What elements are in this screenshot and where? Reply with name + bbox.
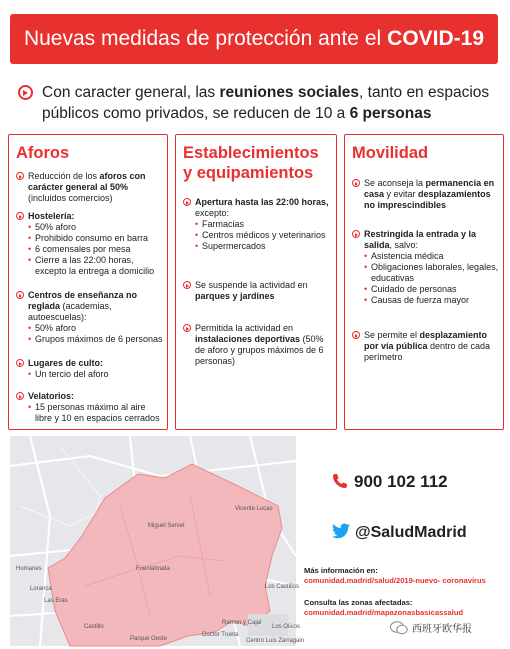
movilidad-restringida — [352, 229, 499, 306]
movilidad-via-publica — [352, 330, 499, 363]
intro-bold-1: reuniones sociales — [219, 84, 360, 101]
list-item: • Farmacias — [195, 219, 332, 230]
zones-info — [304, 598, 463, 618]
text-bold: Restringida la entrada y la salida — [364, 229, 477, 250]
list-item: • Centros médicos y veterinarios — [195, 230, 332, 241]
arrow-circle-icon — [183, 324, 191, 332]
text: Permitida la actividad en — [195, 323, 294, 333]
list-item: • Cuidado de personas — [364, 284, 499, 295]
aforos-velatorios — [16, 391, 163, 424]
map-label: Ramon y Cajal — [222, 620, 262, 626]
text: Se permite el — [364, 330, 420, 340]
map-label: Parque Oeste — [130, 636, 168, 642]
zones-info-label: Consulta las zonas afectadas: — [304, 598, 413, 607]
map-label: Castillo — [84, 624, 104, 630]
zones-info-link[interactable]: comunidad.madrid/mapazonasbasicassalud — [304, 608, 464, 617]
establecimientos-title — [176, 135, 336, 183]
phone-contact[interactable] — [332, 472, 448, 492]
list-item: • Causas de fuerza mayor — [364, 295, 499, 306]
text-bold: desplazamientos no imprescindibles — [364, 189, 491, 210]
arrow-circle-icon — [352, 179, 360, 187]
list-item: • 15 personas máximo al aire libre y 10 en espacios cerrados — [28, 402, 163, 424]
map-label: Los Olivos — [272, 624, 301, 630]
affected-zone-map — [10, 436, 305, 646]
establecimientos-apertura — [183, 197, 332, 252]
twitter-handle: @SaludMadrid — [355, 524, 467, 541]
aforos-panel — [8, 134, 168, 430]
arrow-circle-icon — [16, 359, 24, 367]
movilidad-panel — [344, 134, 504, 430]
intro-text-2: , tanto en espacios públicos como privados, se reducen de 10 a — [42, 84, 490, 122]
movilidad-title: Movilidad — [352, 144, 429, 162]
establecimientos-panel — [175, 134, 337, 430]
aforos-general — [16, 171, 163, 204]
text: (50% de aforo y grupos máximos de 6 personas) — [195, 334, 324, 366]
text: Se suspende la actividad en — [195, 280, 308, 290]
text: y evitar — [384, 189, 419, 199]
list-item: • Obligaciones laborales, legales, educativas — [364, 262, 499, 284]
list-item: • Prohibido consumo en barra — [28, 233, 163, 244]
text: , salvo: — [389, 240, 419, 250]
text: (incluidos comercios) — [28, 193, 113, 203]
aforos-title: Aforos — [16, 144, 70, 162]
map-graphic — [10, 436, 296, 646]
text-bold: instalaciones deportivas — [195, 334, 301, 344]
establecimientos-parques — [183, 280, 332, 302]
apertura-heading: Apertura hasta las 22:00 horas, — [195, 197, 329, 207]
text: (academias, autoescuelas): — [28, 301, 112, 322]
centros-heading: Centros de enseñanza no reglada — [28, 290, 138, 311]
map-label: Humanes — [16, 566, 42, 572]
aforos-hosteleria — [16, 211, 163, 277]
text-bold: aforos con carácter general al 50% — [28, 171, 146, 192]
movilidad-permanencia — [352, 178, 499, 211]
arrow-circle-icon — [352, 331, 360, 339]
list-item: • 50% aforo — [28, 222, 163, 233]
text: Se aconseja la — [364, 178, 426, 188]
arrow-circle-icon — [16, 291, 24, 299]
list-item: • 50% aforo — [28, 323, 163, 334]
map-label: Vicente Lucas — [235, 506, 273, 512]
map-label: Las Eras — [44, 598, 68, 604]
more-info — [304, 566, 486, 586]
wechat-watermark — [390, 620, 472, 635]
arrow-circle-icon — [183, 281, 191, 289]
map-label: Miguel Servet — [148, 523, 185, 529]
twitter-icon — [332, 523, 350, 539]
text-bold: permanencia en casa — [364, 178, 495, 199]
intro-text-1: Con caracter general, las — [42, 84, 220, 101]
wechat-icon — [390, 621, 408, 635]
aforos-culto — [16, 358, 163, 380]
culto-heading: Lugares de culto: — [28, 358, 104, 368]
arrow-circle-icon — [352, 230, 360, 238]
hosteleria-heading: Hostelería: — [28, 211, 75, 221]
text-bold: parques y jardines — [195, 291, 275, 301]
arrow-circle-icon — [16, 392, 24, 400]
intro-bold-2: 6 personas — [349, 105, 432, 122]
more-info-link[interactable]: comunidad.madrid/salud/2019-nuevo- coronavirus — [304, 576, 486, 585]
map-label: Los Castillos — [265, 584, 300, 590]
title-line-2: y equipamientos — [183, 164, 314, 182]
map-label: Doctor Trueta — [202, 632, 239, 638]
twitter-contact[interactable] — [332, 523, 467, 542]
list-item: • Grupos máximos de 6 personas — [28, 334, 163, 345]
text: dentro de cada perímetro — [364, 341, 491, 362]
phone-icon — [332, 473, 348, 489]
arrow-circle-icon — [16, 172, 24, 180]
list-item: • 6 comensales por mesa — [28, 244, 163, 255]
list-item: • Supermercados — [195, 241, 332, 252]
title-banner — [10, 14, 498, 64]
arrow-circle-icon — [18, 85, 33, 100]
arrow-circle-icon — [183, 198, 191, 206]
intro-statement — [18, 82, 498, 124]
list-item: • Cierre a las 22:00 horas, excepto la entrega a domicilio — [28, 255, 163, 277]
map-label: Centro Luis Zarragain — [246, 638, 305, 644]
establecimientos-deportivas — [183, 323, 332, 367]
map-label: Loranca — [30, 586, 52, 592]
banner-title: Nuevas medidas de protección ante el — [23, 27, 382, 50]
velatorios-heading: Velatorios: — [28, 391, 75, 401]
phone-number: 900 102 112 — [354, 472, 448, 491]
list-item: • Asistencia médica — [364, 251, 499, 262]
wechat-text: 西班牙欧华报 — [412, 624, 472, 635]
arrow-circle-icon — [16, 212, 24, 220]
text: Reducción de los — [28, 171, 100, 181]
aforos-centros — [16, 290, 163, 345]
text: excepto: — [195, 208, 230, 218]
text-bold: desplazamiento por vía pública — [364, 330, 488, 351]
title-line-1: Establecimientos — [183, 144, 319, 162]
list-item: • Un tercio del aforo — [28, 369, 163, 380]
banner-highlight: COVID-19 — [387, 27, 485, 50]
more-info-label: Más información en: — [304, 566, 378, 575]
map-label: Fuenlabrada — [136, 566, 170, 572]
